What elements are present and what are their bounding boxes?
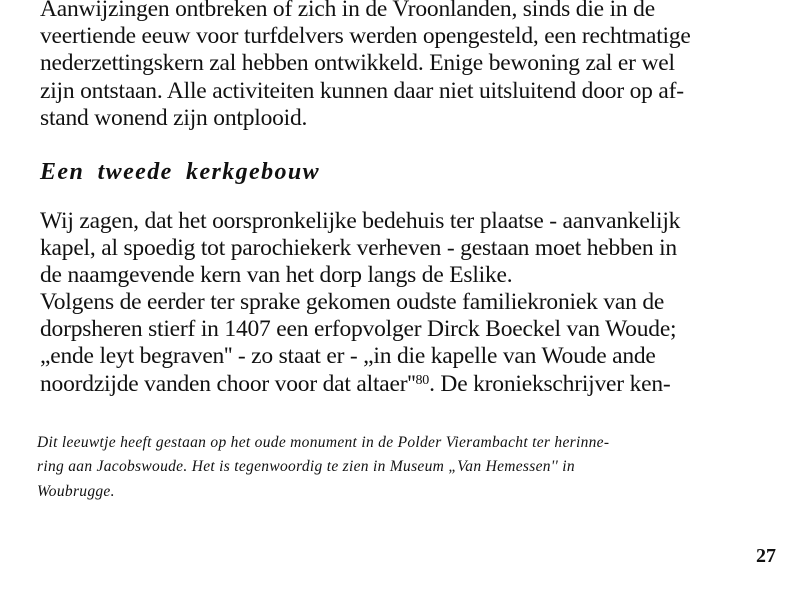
paragraph-1-line-3: nederzettingskern zal hebben ontwikkeld. Enige bewoning zal er wel	[40, 50, 675, 76]
paragraph-3-line-1: Volgens de eerder ter sprake gekomen oudste familiekroniek van de	[40, 289, 665, 315]
page-number: 27	[756, 545, 776, 567]
caption-line-2: ring aan Jacobswoude. Het is tegenwoordig te zien in Museum „Van Hemessen'' in	[37, 458, 575, 475]
paragraph-3-line-4	[40, 371, 780, 398]
paragraph-3-line-4-text: noordzijde vanden choor voor dat altaer''	[40, 371, 416, 397]
paragraph-2-line-1: Wij zagen, dat het oorspronkelijke bedehuis ter plaatse - aanvankelijk	[40, 208, 681, 234]
paragraph-3-line-2: dorpsheren stierf in 1407 een erfopvolger Dirck Boeckel van Woude;	[40, 316, 677, 342]
paragraph-1-line-2: veertiende eeuw voor turfdelvers werden opengesteld, een rechtmatige	[40, 23, 691, 49]
paragraph-2-line-3: de naamgevende kern van het dorp langs de Eslike.	[40, 262, 513, 288]
paragraph-1-line-4: zijn ontstaan. Alle activiteiten kunnen daar niet uitsluitend door op af-	[40, 78, 684, 104]
caption-line-3: Woubrugge.	[37, 483, 115, 500]
footnote-reference: 80	[415, 373, 430, 388]
section-heading: Een tweede kerkgebouw	[40, 159, 321, 185]
paragraph-1-line-1: Aanwijzingen ontbreken of zich in de Vroonlanden, sinds die in de	[40, 0, 655, 22]
paragraph-3-line-4-continuation: . De kroniekschrijver ken-	[429, 371, 671, 397]
paragraph-3-line-3: „ende leyt begraven'' - zo staat er - „in die kapelle van Woude ande	[40, 343, 656, 369]
caption-line-1: Dit leeuwtje heeft gestaan op het oude monument in de Polder Vierambacht ter herinne-	[37, 434, 610, 451]
paragraph-1-line-5: stand wonend zijn ontplooid.	[40, 105, 308, 131]
paragraph-2-line-2: kapel, al spoedig tot parochiekerk verheven - gestaan moet hebben in	[40, 235, 677, 261]
